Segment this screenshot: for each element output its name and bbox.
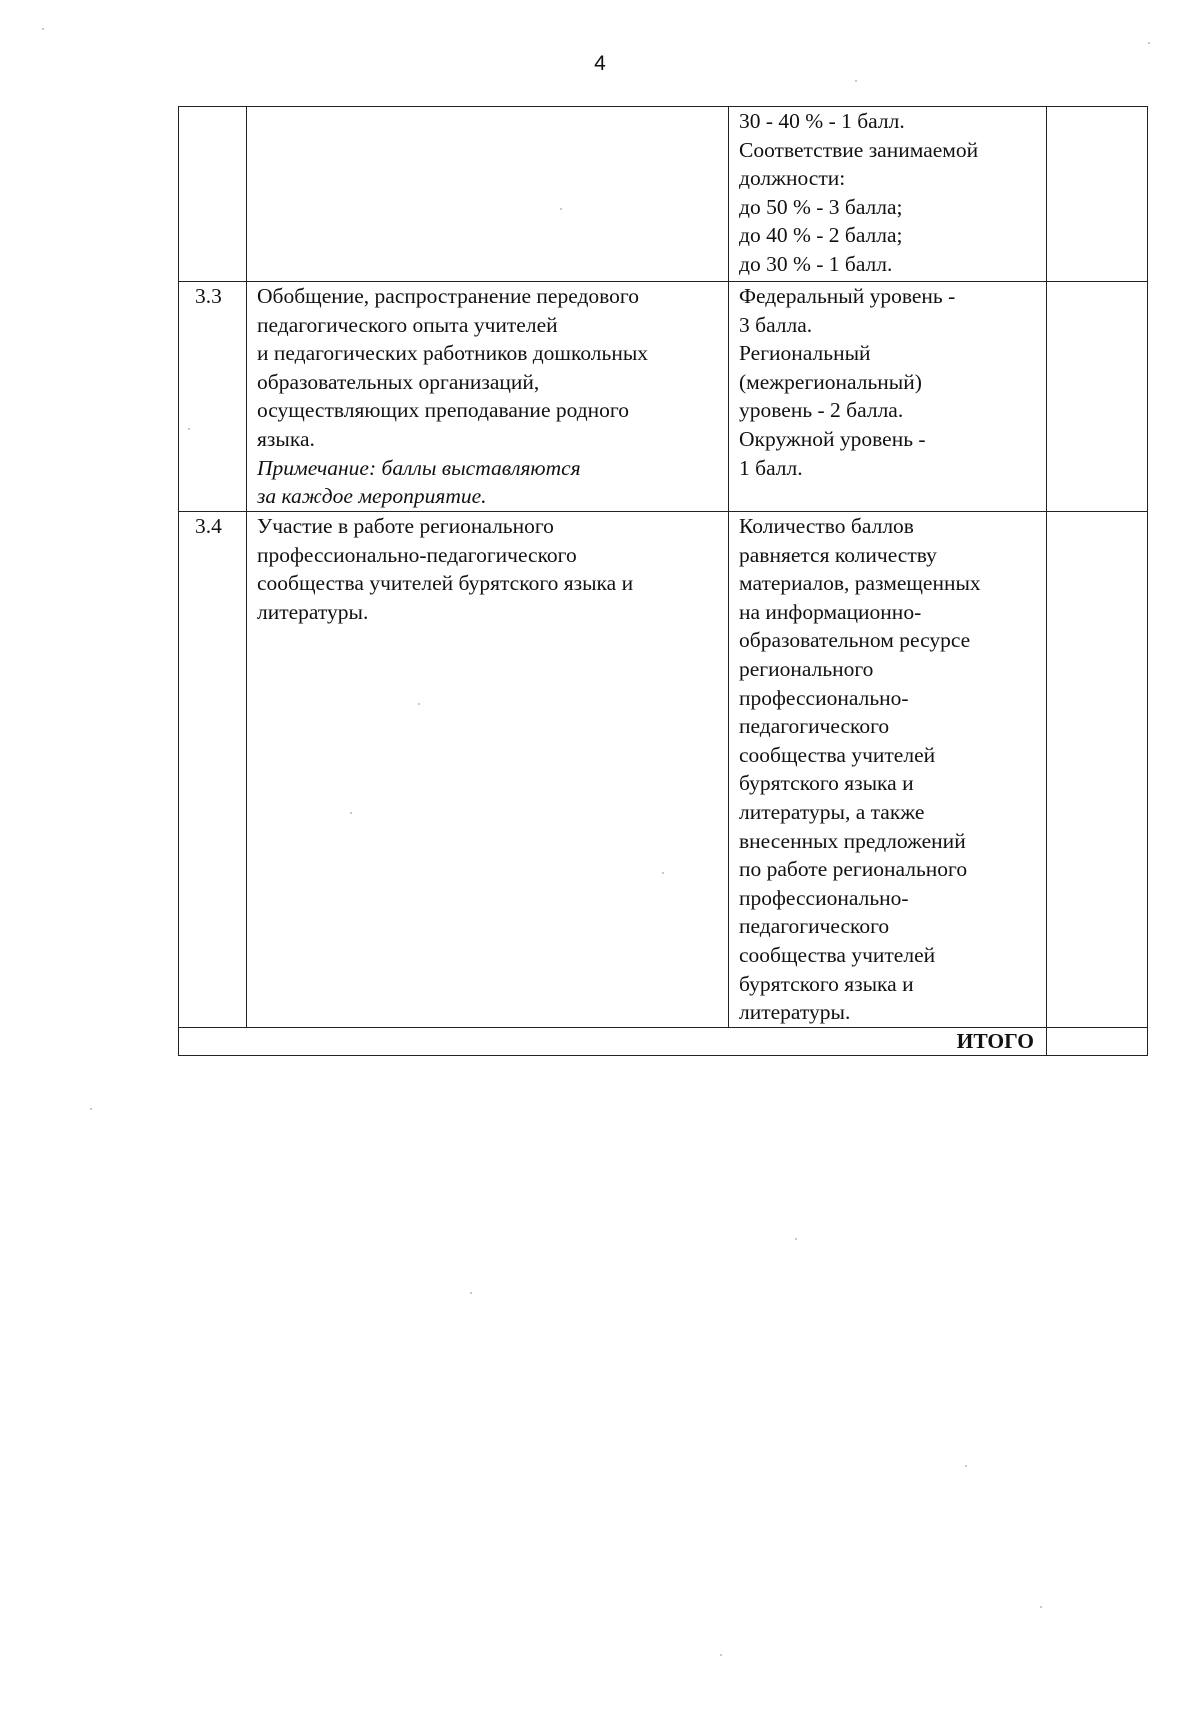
criteria-line: 3 балла.: [739, 312, 813, 337]
score-cell: [1047, 107, 1148, 282]
scan-speck: [662, 872, 664, 874]
table-row-3-4: [179, 512, 1148, 1028]
note-line: Примечание: баллы выставляются: [257, 455, 581, 480]
scoring-table: [178, 106, 1148, 1056]
criteria-cell: [729, 282, 1047, 512]
criteria-line: литературы, а также: [739, 799, 925, 824]
criteria-line: до 50 % - 3 балла;: [739, 194, 903, 219]
scan-speck: [720, 1654, 722, 1656]
scan-speck: [560, 208, 562, 210]
criteria-line: 1 балл.: [739, 455, 803, 480]
description-line: образовательных организаций,: [257, 369, 540, 394]
score-cell: [1047, 282, 1148, 512]
criteria-line: профессионально-: [739, 685, 909, 710]
criteria-line: внесенных предложений: [739, 828, 966, 853]
description-cell: [247, 107, 729, 282]
note-line: за каждое мероприятие.: [257, 484, 487, 509]
criteria-line: педагогического: [739, 714, 890, 739]
total-value-cell: [1047, 1027, 1148, 1055]
description-line: профессионально-педагогического: [257, 542, 577, 567]
description-line: педагогического опыта учителей: [257, 312, 558, 337]
criteria-line: должности:: [739, 166, 846, 191]
scan-speck: [1040, 1606, 1042, 1608]
criteria-line: сообщества учителей: [739, 742, 936, 767]
criteria-line: бурятского языка и: [739, 971, 914, 996]
scan-speck: [188, 428, 190, 430]
criteria-line: Региональный: [739, 341, 871, 366]
row-number-cell: 3.3: [179, 282, 247, 512]
criteria-line: Количество баллов: [739, 514, 914, 538]
description-line: осуществляющих преподавание родного: [257, 398, 629, 423]
criteria-line: профессионально-: [739, 885, 909, 910]
criteria-cell: [729, 107, 1047, 282]
criteria-cell: [729, 512, 1047, 1028]
scan-speck: [350, 812, 352, 814]
scan-speck: [1148, 42, 1150, 44]
scan-speck: [795, 1238, 797, 1240]
description-line: и педагогических работников дошкольных: [257, 341, 649, 366]
table-row-continued: [179, 107, 1148, 282]
criteria-line: бурятского языка и: [739, 771, 914, 796]
scan-speck: [855, 80, 857, 82]
table-row-3-3: [179, 282, 1148, 512]
page-number: 4: [594, 52, 606, 75]
row-number-cell: 3.4: [179, 512, 247, 1028]
description-cell: [247, 282, 729, 512]
description-line: языка.: [257, 426, 315, 451]
criteria-line: по работе регионального: [739, 857, 968, 882]
criteria-line: литературы.: [739, 1000, 851, 1025]
description-line: литературы.: [257, 599, 369, 624]
criteria-line: Соответствие занимаемой: [739, 137, 979, 162]
scan-speck: [470, 1292, 472, 1294]
criteria-line: уровень - 2 балла.: [739, 398, 904, 423]
criteria-line: педагогического: [739, 914, 890, 939]
criteria-line: на информационно-: [739, 599, 922, 624]
scan-speck: [418, 703, 420, 705]
criteria-line: 30 - 40 % - 1 балл.: [739, 109, 905, 133]
total-row: [179, 1027, 1148, 1055]
criteria-line: равняется количеству: [739, 542, 937, 567]
total-label: ИТОГО: [179, 1027, 1047, 1055]
criteria-line: регионального: [739, 656, 874, 681]
scan-speck: [965, 1465, 967, 1467]
criteria-line: материалов, размещенных: [739, 571, 981, 596]
description-cell: [247, 512, 729, 1028]
criteria-line: образовательном ресурсе: [739, 628, 971, 653]
criteria-line: (межрегиональный): [739, 369, 922, 394]
criteria-line: до 40 % - 2 балла;: [739, 223, 903, 248]
description-line: Участие в работе регионального: [257, 514, 554, 538]
scan-speck: [42, 28, 44, 30]
criteria-line: до 30 % - 1 балл.: [739, 251, 893, 276]
criteria-line: Федеральный уровень -: [739, 284, 956, 308]
row-number-cell: [179, 107, 247, 282]
scan-speck: [90, 1108, 92, 1110]
criteria-line: сообщества учителей: [739, 942, 936, 967]
criteria-line: Окружной уровень -: [739, 426, 926, 451]
score-cell: [1047, 512, 1148, 1028]
description-line: Обобщение, распространение передового: [257, 284, 639, 308]
description-line: сообщества учителей бурятского языка и: [257, 571, 634, 596]
